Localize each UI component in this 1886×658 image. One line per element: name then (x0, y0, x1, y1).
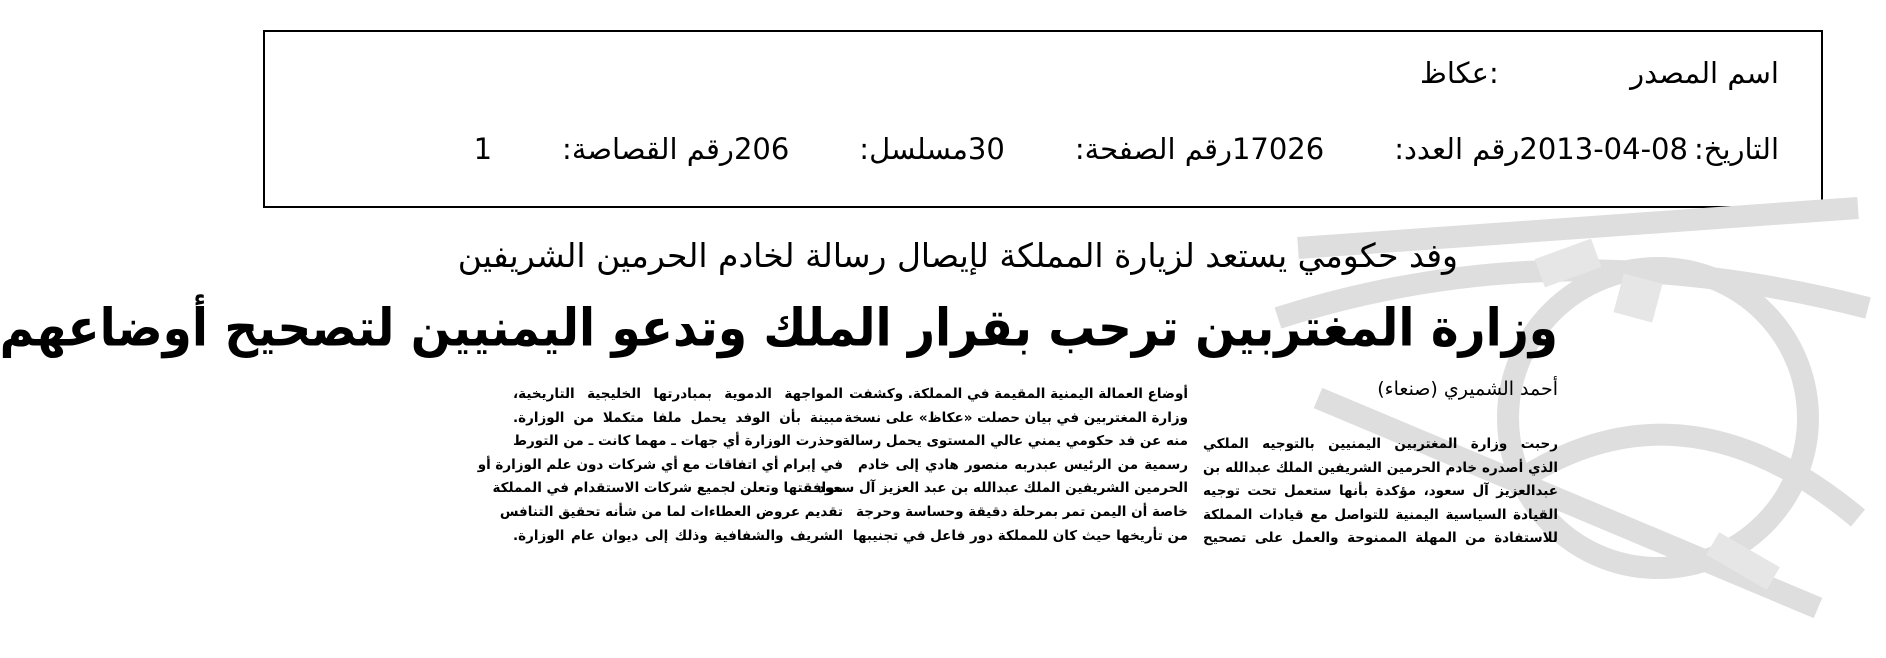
info-row (474, 132, 1779, 166)
clip-label: رقم القصاصة: (562, 132, 734, 166)
column-line: عبدالعزيز آل سعود، مؤكدة بأنها ستعمل تحت توجيه (1203, 483, 1558, 500)
metadata-box (263, 30, 1823, 208)
page-label: رقم الصفحة: (1074, 132, 1232, 166)
column-line: مبينة بأن الوفد يحمل ملفا متكملا من الوزارة. (513, 409, 843, 426)
column-line: الحرمين الشريفين الملك عبدالله بن عبد العزيز آل سعود (817, 480, 1188, 497)
column-line: رحبت وزارة المغتربين اليمنيين بالتوجيه الملكي (1203, 436, 1558, 452)
column-line: وزارة المغتربين في بيان حصلت «عكاظ» على نسخة (844, 409, 1188, 426)
column-line: خاصة أن اليمن تمر بمرحلة دقيقة وحساسة وحرجة (856, 503, 1188, 520)
column-line: للاستفادة من المهلة الممنوحة والعمل على تصحيح (1203, 530, 1558, 547)
issue-label: رقم العدد: (1394, 132, 1520, 166)
issue-value: 17026 (1231, 132, 1325, 166)
source-colon: : (1489, 56, 1499, 90)
source-label: اسم المصدر (1630, 56, 1779, 90)
column-line: رسمية من الرئيس عبدربه منصور هادي إلى خادم (858, 456, 1188, 473)
column-line: في إبرام أي اتفاقات مع أي شركات دون علم الوزارة أو (477, 456, 843, 473)
serial-label: مسلسل: (859, 132, 968, 166)
clip-value: 1 (473, 132, 493, 166)
column-line: من تأريخها حيث كان للمملكة دور فاعل في تجنيبها (852, 527, 1188, 544)
column-line: المواجهة الدموية بمبادرتها الخليجية التاريخية، (513, 386, 843, 402)
column-line: وحذرت الوزارة أي جهات ـ مهما كانت ـ من التورط (513, 433, 843, 450)
date-value: 2013-04-08 (1519, 132, 1688, 166)
article-column-2 (817, 383, 1188, 548)
newspaper-clipping (0, 228, 1868, 618)
page-value: 30 (967, 132, 1005, 166)
column-line: الذي أصدره خادم الحرمين الشريفين الملك عبدالله بن (1203, 459, 1558, 476)
column-line: أوضاع العمالة اليمنية المقيمة في المملكة. وكشفت (849, 386, 1188, 402)
source-value: عكاظ (1420, 56, 1489, 90)
column-line: القيادة السياسية اليمنية للتواصل مع قيادات المملكة (1203, 506, 1558, 523)
serial-value: 206 (733, 132, 790, 166)
source-row (1420, 56, 1779, 90)
column-line: الشريف والشفافية وذلك إلى ديوان عام الوزارة. (513, 527, 843, 544)
date-label: التاريخ: (1693, 132, 1779, 166)
article-subheadline: وفد حكومي يستعد لزيارة المملكة لإيصال رسالة لخادم الحرمين الشريفين (457, 236, 1458, 275)
article-column-3 (477, 383, 843, 548)
column-line: موافقتها وتعلن لجميع شركات الاستقدام في المملكة (492, 480, 843, 497)
article-column-1 (1203, 433, 1558, 551)
article-byline: أحمد الشميري (صنعاء) (1377, 378, 1558, 400)
article-headline: وزارة المغتربين ترحب بقرار الملك وتدعو اليمنيين لتصحيح أوضاعهم (0, 298, 1558, 359)
column-line: تقديم عروض العطاءات لما من شأنه تحقيق التنافس (499, 503, 843, 520)
column-line: منه عن فد حكومي يمني عالي المستوى يحمل رسالة (841, 433, 1188, 450)
